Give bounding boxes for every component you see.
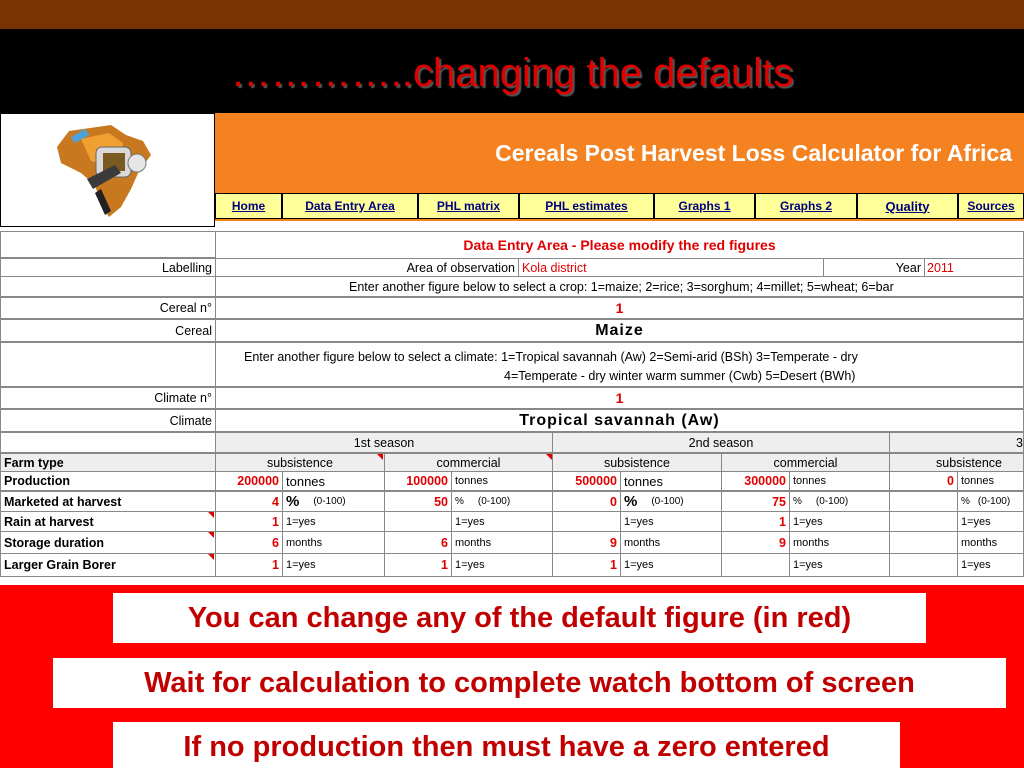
rain-input[interactable]: 1 [721,511,790,532]
marketed-unit [789,491,890,512]
africa-logo-icon [51,119,161,223]
lgb-unit: 1=yes [789,553,890,577]
rain-input[interactable] [384,511,452,532]
range-text: (0-100) [977,496,1011,507]
cereal-no-label: Cereal n° [0,297,216,319]
climate-instruction-line-2: 4=Temperate - dry winter warm summer (Cwb) 5=Desert (BWh) [504,369,856,383]
lgb-unit: 1=yes [957,553,1024,577]
comment-marker-icon [377,454,383,460]
marketed-input[interactable] [889,491,958,512]
nav-data-entry-area[interactable]: Data Entry Area [282,193,418,219]
message-wait-calculation: Wait for calculation to complete watch bottom of screen [53,658,1006,708]
climate-instruction [215,342,1024,387]
climate-no-input[interactable]: 1 [215,387,1024,409]
logo-box [0,113,215,227]
message-area [0,585,1024,768]
rain-unit: 1=yes [282,511,385,532]
area-input[interactable]: Kola district [518,258,824,277]
year-input[interactable]: 2011 [924,258,1024,277]
farm-type-cell: subsistence [889,453,1024,472]
range-text: (0-100) [815,496,849,507]
marketed-unit [620,491,722,512]
climate-label: Climate [0,409,216,432]
lgb-input[interactable]: 1 [384,553,452,577]
comment-marker-icon [208,532,214,538]
cereal-no-input[interactable]: 1 [215,297,1024,319]
labelling-label: Labelling [0,258,216,277]
storage-input[interactable]: 6 [215,531,283,554]
percent-sign: % [961,496,970,507]
area-label: Area of observation [215,258,519,277]
nav-sources[interactable]: Sources [958,193,1024,219]
marketed-unit [957,491,1024,512]
nav-home[interactable]: Home [215,193,282,219]
spreadsheet-window [0,113,1024,585]
range-text: (0-100) [477,496,511,507]
rain-unit: 1=yes [789,511,890,532]
nav-quality[interactable]: Quality [857,193,958,219]
storage-input[interactable] [889,531,958,554]
storage-input[interactable]: 6 [384,531,452,554]
comment-marker-icon [208,554,214,560]
lgb-input[interactable]: 1 [215,553,283,577]
percent-sign: % [624,493,638,510]
production-unit: tonnes [451,471,553,491]
slide-title: …………..changing the defaults [230,51,794,95]
nav-graphs-1[interactable]: Graphs 1 [654,193,755,219]
app-banner [215,113,1024,193]
data-entry-heading: Data Entry Area - Please modify the red figures [215,231,1024,258]
message-change-defaults: You can change any of the default figure (in red) [113,593,926,643]
marketed-label: Marketed at harvest [0,491,216,512]
production-input[interactable]: 300000 [721,471,790,491]
rain-input[interactable]: 1 [215,511,283,532]
marketed-input[interactable]: 75 [721,491,790,512]
climate-instruction-line-1: Enter another figure below to select a climate: 1=Tropical savannah (Aw) 2=Semi-arid (BSh) 3=Temperate - dry [244,350,858,364]
marketed-input[interactable]: 50 [384,491,452,512]
rain-unit: 1=yes [957,511,1024,532]
season-3-header: 3 [889,432,1024,453]
top-decorative-bar [0,0,1024,29]
lgb-label: Larger Grain Borer [0,553,216,577]
lgb-unit: 1=yes [620,553,722,577]
range-text: (0-100) [313,496,346,507]
cereal-label: Cereal [0,319,216,342]
blank-cell [0,432,216,453]
lgb-input[interactable] [721,553,790,577]
marketed-input[interactable]: 4 [215,491,283,512]
production-input[interactable]: 500000 [552,471,621,491]
percent-sign: % [793,496,802,507]
storage-unit: months [620,531,722,554]
production-unit: tonnes [957,471,1024,491]
rain-unit: 1=yes [451,511,553,532]
climate-no-label: Climate n° [0,387,216,409]
percent-sign: % [286,493,300,510]
storage-unit: months [451,531,553,554]
blank-cell [0,276,216,297]
blank-cell [0,231,216,258]
nav-graphs-2[interactable]: Graphs 2 [755,193,857,219]
production-label: Production [0,471,216,491]
cereal-value: Maize [215,319,1024,342]
storage-input[interactable]: 9 [552,531,621,554]
production-unit: tonnes [282,471,385,491]
rain-unit: 1=yes [620,511,722,532]
production-input[interactable]: 100000 [384,471,452,491]
season-1-header: 1st season [215,432,553,453]
rain-label: Rain at harvest [0,511,216,532]
app-title: Cereals Post Harvest Loss Calculator for Africa [495,140,1012,166]
production-input[interactable]: 200000 [215,471,283,491]
marketed-input[interactable]: 0 [552,491,621,512]
farm-type-cell: subsistence [552,453,722,472]
farm-type-label: Farm type [0,453,216,472]
climate-value: Tropical savannah (Aw) [215,409,1024,432]
marketed-unit [451,491,553,512]
rain-input[interactable] [552,511,621,532]
lgb-unit: 1=yes [282,553,385,577]
comment-marker-icon [546,454,552,460]
storage-label: Storage duration [0,531,216,554]
production-input[interactable]: 0 [889,471,958,491]
nav-phl-estimates[interactable]: PHL estimates [519,193,654,219]
message-zero-production: If no production then must have a zero entered [113,722,900,772]
crop-instruction: Enter another figure below to select a crop: 1=maize; 2=rice; 3=sorghum; 4=millet; 5=wheat; 6=bar [215,276,1024,297]
marketed-unit [282,491,385,512]
range-text: (0-100) [651,496,684,507]
blank-cell [0,342,216,387]
comment-marker-icon [208,512,214,518]
farm-type-cell: commercial [384,453,553,472]
storage-input[interactable]: 9 [721,531,790,554]
season-2-header: 2nd season [552,432,890,453]
storage-unit: months [789,531,890,554]
lgb-input[interactable]: 1 [552,553,621,577]
rain-input[interactable] [889,511,958,532]
storage-unit: months [282,531,385,554]
year-label: Year [823,258,925,277]
production-unit: tonnes [620,471,722,491]
lgb-input[interactable] [889,553,958,577]
farm-type-cell: subsistence [215,453,385,472]
nav-phl-matrix[interactable]: PHL matrix [418,193,519,219]
farm-type-cell: commercial [721,453,890,472]
lgb-unit: 1=yes [451,553,553,577]
production-unit: tonnes [789,471,890,491]
storage-unit: months [957,531,1024,554]
percent-sign: % [455,496,464,507]
